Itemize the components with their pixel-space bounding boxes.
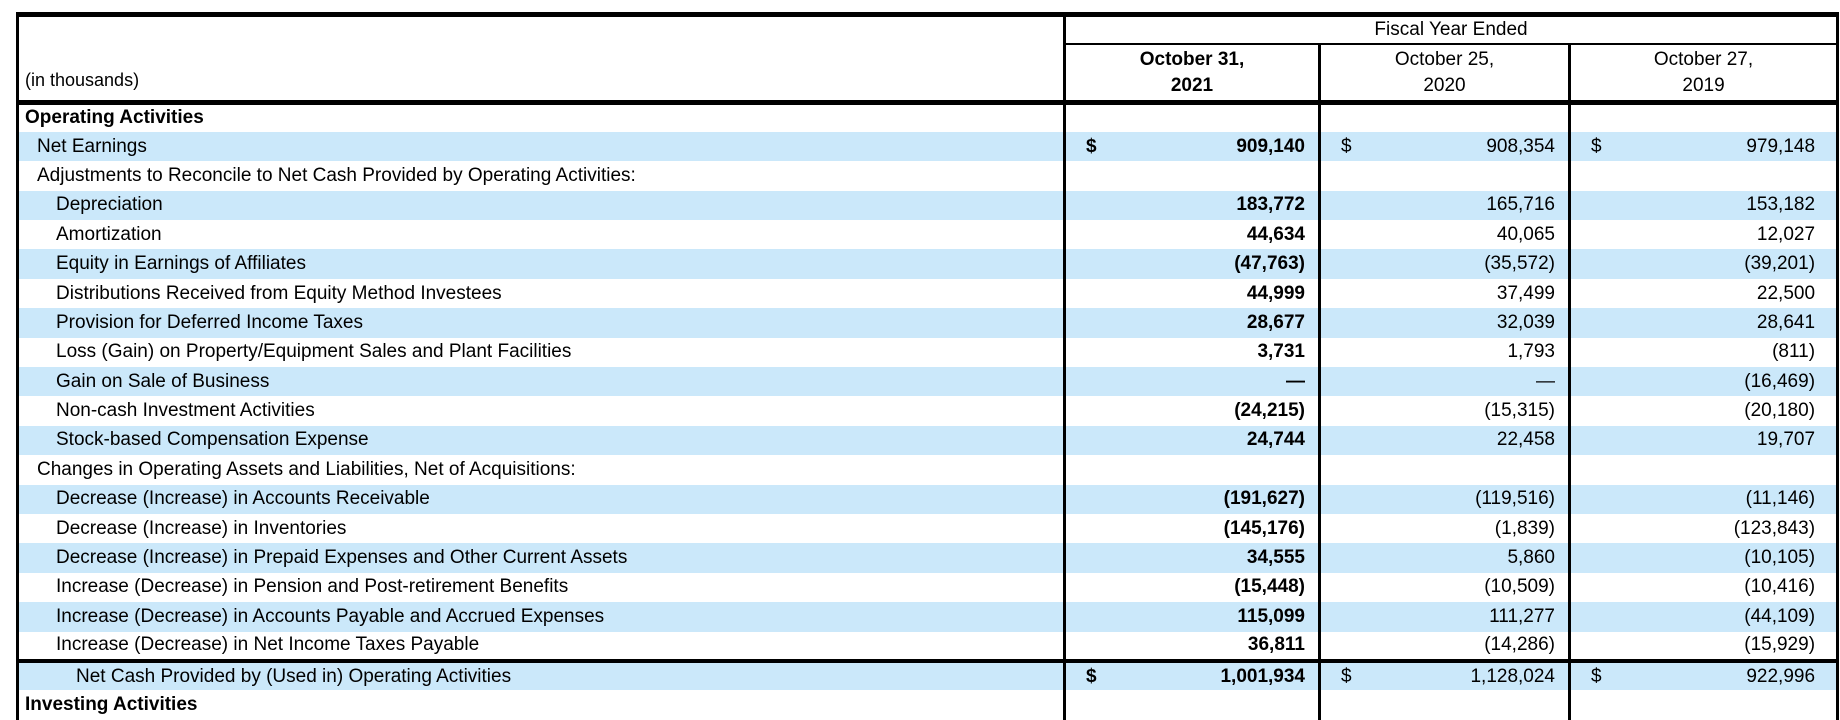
value-cell-2019 xyxy=(1570,514,1838,543)
value-cell-2021 xyxy=(1065,514,1320,543)
value-cell-2021 xyxy=(1065,455,1320,484)
row-label: Gain on Sale of Business xyxy=(56,370,270,392)
fiscal-year-header-row xyxy=(18,15,1838,45)
value-cell-2020 xyxy=(1320,161,1570,190)
column-header-year-line: 2020 xyxy=(1423,74,1466,96)
cell-value: 40,065 xyxy=(1496,223,1555,245)
value-cell-2020 xyxy=(1320,103,1570,132)
cell-value: 24,744 xyxy=(1246,429,1305,451)
value-cell-2021 xyxy=(1065,573,1320,602)
value-cell-2019 xyxy=(1570,602,1838,631)
cell-value: (20,180) xyxy=(1744,400,1816,422)
value-cell-2020 xyxy=(1320,220,1570,249)
column-header-2021 xyxy=(1065,44,1320,103)
value-cell-2020 xyxy=(1320,367,1570,396)
cell-value: 909,140 xyxy=(1236,135,1305,157)
value-cell-2021 xyxy=(1065,661,1320,690)
cell-value: (11,146) xyxy=(1745,488,1816,510)
value-cell-2021 xyxy=(1065,249,1320,278)
column-header-2020 xyxy=(1320,44,1570,103)
cell-value: (15,448) xyxy=(1234,576,1305,598)
value-cell-2019 xyxy=(1570,396,1838,425)
value-cell-2019 xyxy=(1570,485,1838,514)
cell-value: (15,315) xyxy=(1484,400,1555,422)
value-cell-2020 xyxy=(1320,308,1570,337)
table-row xyxy=(18,426,1838,455)
value-cell-2020 xyxy=(1320,690,1570,719)
table-row xyxy=(18,396,1838,425)
cell-value: 37,499 xyxy=(1496,282,1555,304)
cell-value: 1,001,934 xyxy=(1220,665,1305,687)
value-cell-2019 xyxy=(1570,543,1838,572)
value-cell-2020 xyxy=(1320,514,1570,543)
table-row xyxy=(18,573,1838,602)
row-label: Amortization xyxy=(56,223,162,245)
value-cell-2019 xyxy=(1570,690,1838,719)
row-label: Net Cash Provided by (Used in) Operating Activities xyxy=(18,661,1065,690)
column-header-date-line: October 25, xyxy=(1394,48,1495,70)
value-cell-2021 xyxy=(1065,132,1320,161)
column-header-year-line: 2021 xyxy=(1170,74,1214,96)
value-cell-2020 xyxy=(1320,396,1570,425)
value-cell-2021 xyxy=(1065,279,1320,308)
value-cell-2020 xyxy=(1320,543,1570,572)
column-header-date-line: October 27, xyxy=(1653,48,1754,70)
value-cell-2019 xyxy=(1570,632,1838,661)
value-cell-2021 xyxy=(1065,308,1320,337)
cell-value: 922,996 xyxy=(1746,665,1816,687)
cell-value: 165,716 xyxy=(1486,194,1555,216)
cell-value: (811) xyxy=(1772,341,1816,363)
value-cell-2020 xyxy=(1320,602,1570,631)
value-cell-2019 xyxy=(1570,103,1838,132)
dollar-sign: $ xyxy=(1591,135,1602,157)
row-label: Decrease (Increase) in Inventories xyxy=(56,517,347,539)
value-cell-2020 xyxy=(1320,573,1570,602)
cell-value: (15,929) xyxy=(1744,634,1816,656)
cell-value: 22,500 xyxy=(1756,282,1816,304)
cell-value: 183,772 xyxy=(1236,194,1305,216)
cell-value: 3,731 xyxy=(1257,341,1305,363)
value-cell-2020 xyxy=(1320,132,1570,161)
value-cell-2021 xyxy=(1065,396,1320,425)
column-header-date-line: October 31, xyxy=(1139,48,1245,70)
row-label: Decrease (Increase) in Accounts Receivable xyxy=(56,488,430,510)
value-cell-2019 xyxy=(1570,573,1838,602)
row-label: Depreciation xyxy=(56,194,163,216)
cell-value: (119,516) xyxy=(1475,488,1555,510)
value-cell-2019 xyxy=(1570,191,1838,220)
row-label: Operating Activities xyxy=(25,107,204,129)
cell-value: 115,099 xyxy=(1237,605,1305,627)
value-cell-2019 xyxy=(1570,249,1838,278)
value-cell-2020 xyxy=(1320,279,1570,308)
cell-value: 34,555 xyxy=(1246,547,1305,569)
value-cell-2020 xyxy=(1320,191,1570,220)
cell-value: (191,627) xyxy=(1223,488,1305,510)
column-header-2019 xyxy=(1570,44,1838,103)
value-cell-2020 xyxy=(1320,455,1570,484)
table-row xyxy=(18,602,1838,631)
row-label: Increase (Decrease) in Accounts Payable and Accrued Expenses xyxy=(56,605,605,627)
value-cell-2021 xyxy=(1065,338,1320,367)
table-row xyxy=(18,485,1838,514)
value-cell-2020 xyxy=(1320,426,1570,455)
cell-value: — xyxy=(1286,370,1305,392)
value-cell-2020 xyxy=(1320,632,1570,661)
cell-value: 32,039 xyxy=(1496,311,1555,333)
value-cell-2019 xyxy=(1570,308,1838,337)
value-cell-2021 xyxy=(1065,161,1320,190)
dollar-sign: $ xyxy=(1086,135,1097,157)
cell-value: 19,707 xyxy=(1756,429,1816,451)
table-row xyxy=(18,279,1838,308)
cell-value: 12,027 xyxy=(1756,223,1816,245)
row-label: Net Earnings xyxy=(37,135,147,157)
table-row xyxy=(18,661,1838,690)
row-label: Distributions Received from Equity Method Investees xyxy=(56,282,502,304)
value-cell-2021 xyxy=(1065,426,1320,455)
cell-value: (1,839) xyxy=(1494,517,1555,539)
value-cell-2021 xyxy=(1065,690,1320,719)
row-label: Decrease (Increase) in Prepaid Expenses and Other Current Assets xyxy=(56,547,628,569)
row-label: Increase (Decrease) in Net Income Taxes Payable xyxy=(56,634,480,656)
value-cell-2020 xyxy=(1320,485,1570,514)
row-label: Non-cash Investment Activities xyxy=(56,400,315,422)
cell-value: (14,286) xyxy=(1484,634,1555,656)
cell-value: (10,416) xyxy=(1744,576,1816,598)
row-label: Changes in Operating Assets and Liabilities, Net of Acquisitions: xyxy=(37,458,576,480)
value-cell-2021 xyxy=(1065,632,1320,661)
row-label: Loss (Gain) on Property/Equipment Sales and Plant Facilities xyxy=(56,341,572,363)
cell-value: (24,215) xyxy=(1234,400,1305,422)
value-cell-2021 xyxy=(1065,103,1320,132)
cell-value: (145,176) xyxy=(1223,517,1305,539)
value-cell-2019 xyxy=(1570,161,1838,190)
cell-value: — xyxy=(1536,370,1555,392)
column-header-year-line: 2019 xyxy=(1682,74,1725,96)
table-row xyxy=(18,455,1838,484)
row-label: Adjustments to Reconcile to Net Cash Provided by Operating Activities: xyxy=(37,164,636,186)
table-row xyxy=(18,220,1838,249)
cell-value: (44,109) xyxy=(1744,605,1816,627)
value-cell-2019 xyxy=(1570,661,1838,690)
table-row xyxy=(18,132,1838,161)
table-row xyxy=(18,367,1838,396)
cell-value: 44,634 xyxy=(1246,223,1305,245)
row-label: Provision for Deferred Income Taxes xyxy=(56,311,363,333)
cell-value: 36,811 xyxy=(1247,634,1305,656)
table-row xyxy=(18,308,1838,337)
cell-value: 908,354 xyxy=(1486,135,1555,157)
cell-value: 22,458 xyxy=(1496,429,1555,451)
value-cell-2019 xyxy=(1570,132,1838,161)
value-cell-2020 xyxy=(1320,661,1570,690)
cell-value: (123,843) xyxy=(1733,517,1816,539)
cell-value: 44,999 xyxy=(1246,282,1305,304)
row-label: Equity in Earnings of Affiliates xyxy=(56,253,306,275)
units-label: (in thousands) xyxy=(18,15,1065,103)
value-cell-2021 xyxy=(1065,543,1320,572)
cell-value: 28,641 xyxy=(1756,311,1816,333)
cash-flow-statement-table xyxy=(16,12,1839,720)
dollar-sign: $ xyxy=(1341,665,1352,687)
row-label: Investing Activities xyxy=(25,694,198,715)
table-row xyxy=(18,632,1838,661)
value-cell-2021 xyxy=(1065,220,1320,249)
table-row xyxy=(18,338,1838,367)
value-cell-2021 xyxy=(1065,602,1320,631)
cell-value: (10,509) xyxy=(1484,576,1555,598)
row-label: Increase (Decrease) in Pension and Post-retirement Benefits xyxy=(56,576,569,598)
dollar-sign: $ xyxy=(1341,135,1352,157)
cell-value: (35,572) xyxy=(1484,253,1555,275)
cell-value: 1,128,024 xyxy=(1470,665,1555,687)
cell-value: (16,469) xyxy=(1744,370,1816,392)
table-row xyxy=(18,543,1838,572)
value-cell-2021 xyxy=(1065,367,1320,396)
table-row xyxy=(18,514,1838,543)
cell-value: 979,148 xyxy=(1746,135,1816,157)
dollar-sign: $ xyxy=(1086,665,1097,687)
fiscal-year-ended-header: Fiscal Year Ended xyxy=(1065,15,1838,45)
cell-value: 111,277 xyxy=(1489,605,1555,627)
value-cell-2019 xyxy=(1570,279,1838,308)
cell-value: (10,105) xyxy=(1744,547,1816,569)
cell-value: 28,677 xyxy=(1246,311,1305,333)
table-row xyxy=(18,249,1838,278)
cell-value: 1,793 xyxy=(1507,341,1555,363)
value-cell-2019 xyxy=(1570,455,1838,484)
cell-value: 5,860 xyxy=(1507,547,1555,569)
value-cell-2019 xyxy=(1570,426,1838,455)
value-cell-2021 xyxy=(1065,191,1320,220)
value-cell-2020 xyxy=(1320,249,1570,278)
cell-value: 153,182 xyxy=(1746,194,1816,216)
value-cell-2019 xyxy=(1570,338,1838,367)
value-cell-2019 xyxy=(1570,367,1838,396)
value-cell-2019 xyxy=(1570,220,1838,249)
cell-value: (39,201) xyxy=(1744,253,1816,275)
cell-value: (47,763) xyxy=(1234,253,1305,275)
value-cell-2021 xyxy=(1065,485,1320,514)
row-label: Stock-based Compensation Expense xyxy=(56,429,369,451)
dollar-sign: $ xyxy=(1591,665,1602,687)
table-row xyxy=(18,161,1838,190)
table-row xyxy=(18,191,1838,220)
table-row xyxy=(18,103,1838,132)
table-row xyxy=(18,690,1838,719)
value-cell-2020 xyxy=(1320,338,1570,367)
